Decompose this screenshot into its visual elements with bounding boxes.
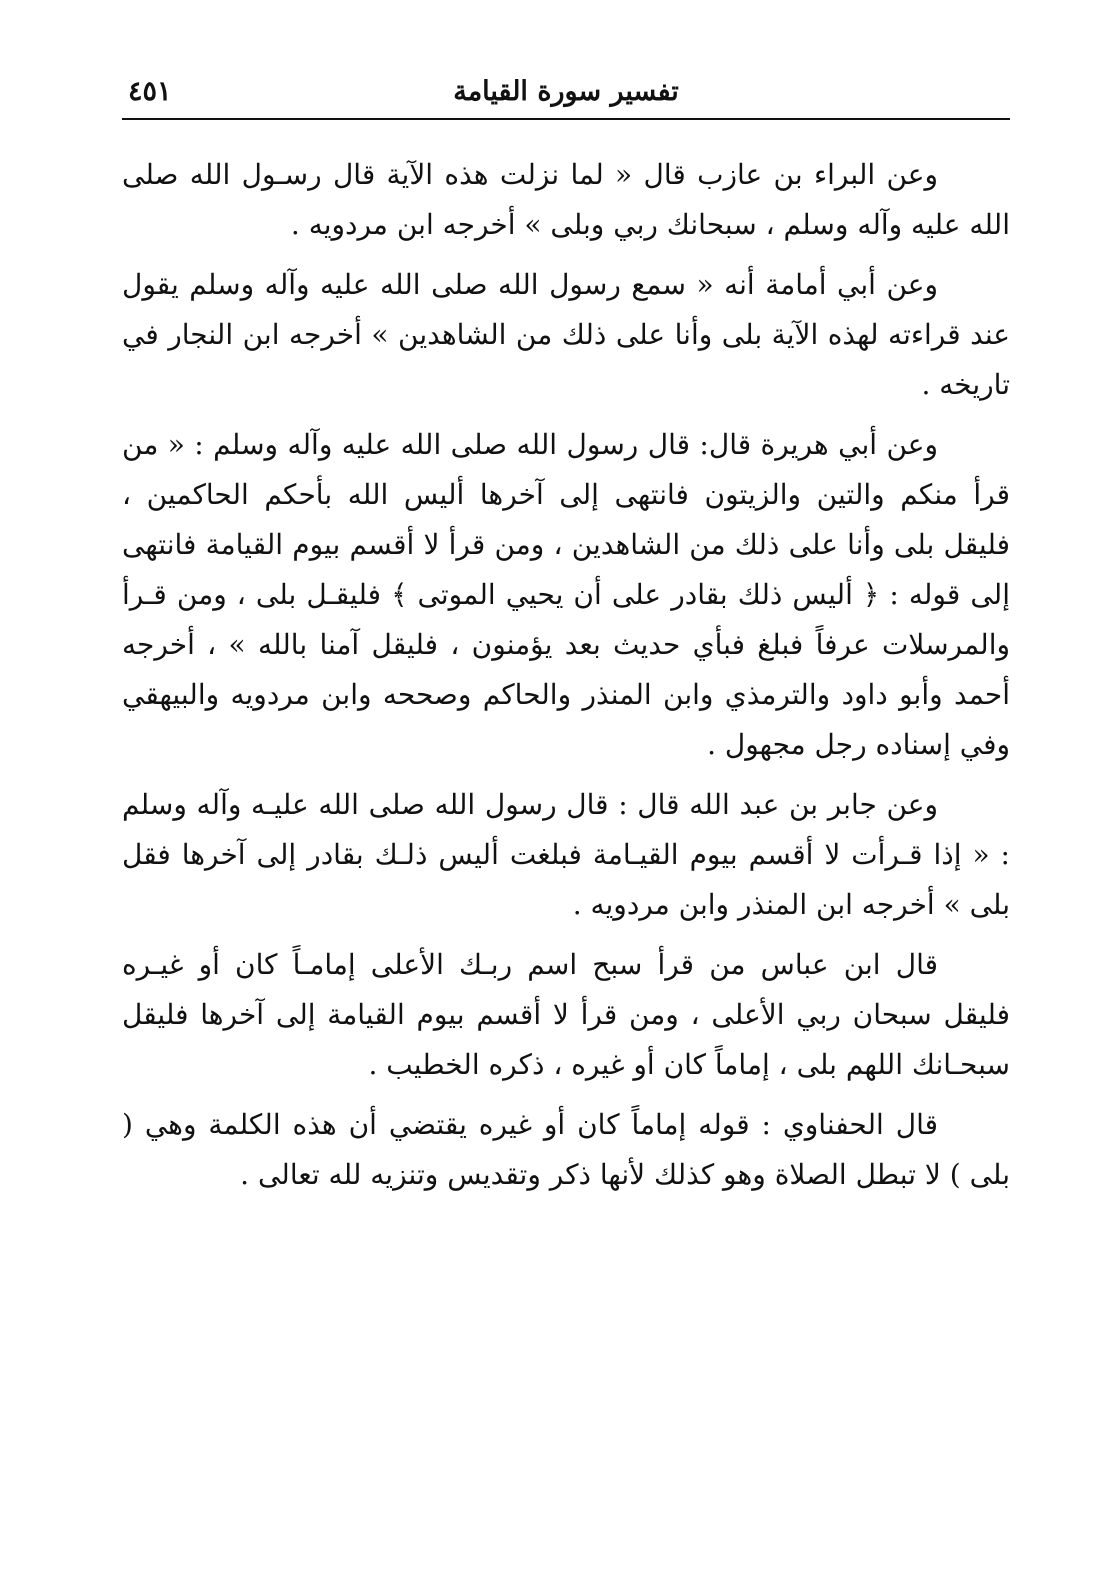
paragraph-2: وعن أبي أمامة أنه « سمع رسول الله صلى الله عليه وآله وسلم يقول عند قراءته لهذه الآية بلى وأنا على ذلك من الشاهدين » أخرجه ابن النجار في تاريخه .	[122, 268, 1010, 401]
paragraph-4: وعن جابر بن عبد الله قال : قال رسول الله صلى الله عليـه وآله وسلم : « إذا قـرأت لا أقسم بيوم القيـامة فبلغت أليس ذلـك بقادر إلى آخرها فقل بلى » أخرجه ابن المنذر وابن مردويه .	[122, 788, 1010, 921]
paragraph-3: وعن أبي هريرة قال: قال رسول الله صلى الله عليه وآله وسلم : « من قرأ منكم والتين والزيتون فانتهى إلى آخرها أليس الله بأحكم الحاكمين ، فليقل بلى وأنا على ذلك من الشاهدين ، ومن قرأ لا أقسم بيوم القيامة فانتهى إلى قوله : ﴿ أليس ذلك بقادر على أن يحيي الموتى ﴾ فليقـل بلى ، ومن قـرأ والمرسلات عرفاً فبلغ فبأي حديث بعد يؤمنون ، فليقل آمنا بالله » ، أخرجه أحمد وأبو داود والترمذي وابن المنذر والحاكم وصححه وابن مردويه والبيهقي وفي إسناده رجل مجهول .	[122, 428, 1011, 761]
header-title: تفسير سورة القيامة	[453, 76, 679, 107]
paragraph-1: وعن البراء بن عازب قال « لما نزلت هذه الآية قال رسـول الله صلى الله عليه وآله وسلم ، سبحانك ربي وبلى » أخرجه ابن مردويه .	[122, 158, 1010, 241]
body-text	[122, 150, 1010, 1210]
page-number: ٤٥١	[128, 76, 172, 107]
paragraph-5: قال ابن عباس من قرأ سبح اسم ربـك الأعلى إمامـاً كان أو غيـره فليقل سبحان ربي الأعلى ، ومن قرأ لا أقسم بيوم القيامة إلى آخرها فليقل سبحـانك اللهم بلى ، إماماً كان أو غيره ، ذكره الخطيب .	[122, 948, 1010, 1081]
running-header	[122, 70, 1010, 120]
paragraph-6: قال الحفناوي : قوله إماماً كان أو غيره يقتضي أن هذه الكلمة وهي ( بلى ) لا تبطل الصلاة وهو كذلك لأنها ذكر وتقديس وتنزيه لله تعالى .	[122, 1108, 1010, 1191]
